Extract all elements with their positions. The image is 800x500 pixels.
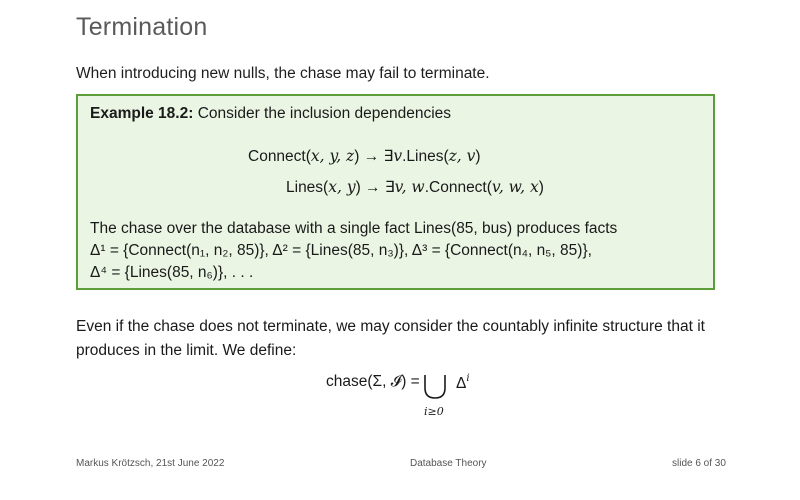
chase-definition-lhs: chase(Σ, 𝓘) = bbox=[326, 373, 420, 390]
example-box bbox=[76, 94, 715, 290]
chase-definition-rhs: $\Delta^i$ bbox=[456, 373, 470, 392]
chase-description bbox=[90, 218, 617, 284]
intro-text: When introducing new nulls, the chase may fail to terminate. bbox=[76, 65, 490, 82]
example-label: Example 18.2: bbox=[90, 105, 194, 122]
dependency-formula-1: Connect(x, y, z) → ∃v.Lines(z, v) bbox=[248, 147, 481, 165]
slide-title: Termination bbox=[76, 13, 208, 41]
chase-line-3: Δ⁴ = {Lines(85, n₆)}, . . . bbox=[90, 264, 254, 281]
dependency-formula-2: Lines(x, y) → ∃v, w.Connect(v, w, x) bbox=[286, 178, 544, 196]
footer-author: Markus Krötzsch, 21st June 2022 bbox=[76, 458, 225, 469]
example-heading bbox=[90, 105, 451, 123]
chase-line-1: The chase over the database with a single fact Lines(85, bus) produces facts bbox=[90, 220, 618, 237]
footer-course: Database Theory bbox=[410, 458, 487, 469]
chase-line-2: Δ¹ = {Connect(n₁, n₂, 85)}, Δ² = {Lines(85, n₃)}, Δ³ = {Connect(n₄, n₅, 85)}, bbox=[90, 242, 592, 259]
footer-page-number: slide 6 of 30 bbox=[672, 458, 726, 469]
example-heading-text: Consider the inclusion dependencies bbox=[197, 105, 452, 122]
big-union-symbol bbox=[422, 374, 448, 400]
union-subscript: i≥0 bbox=[424, 405, 444, 418]
limit-paragraph: Even if the chase does not terminate, we may consider the countably infinite structure that it produces in the limit. We define: bbox=[76, 318, 705, 359]
